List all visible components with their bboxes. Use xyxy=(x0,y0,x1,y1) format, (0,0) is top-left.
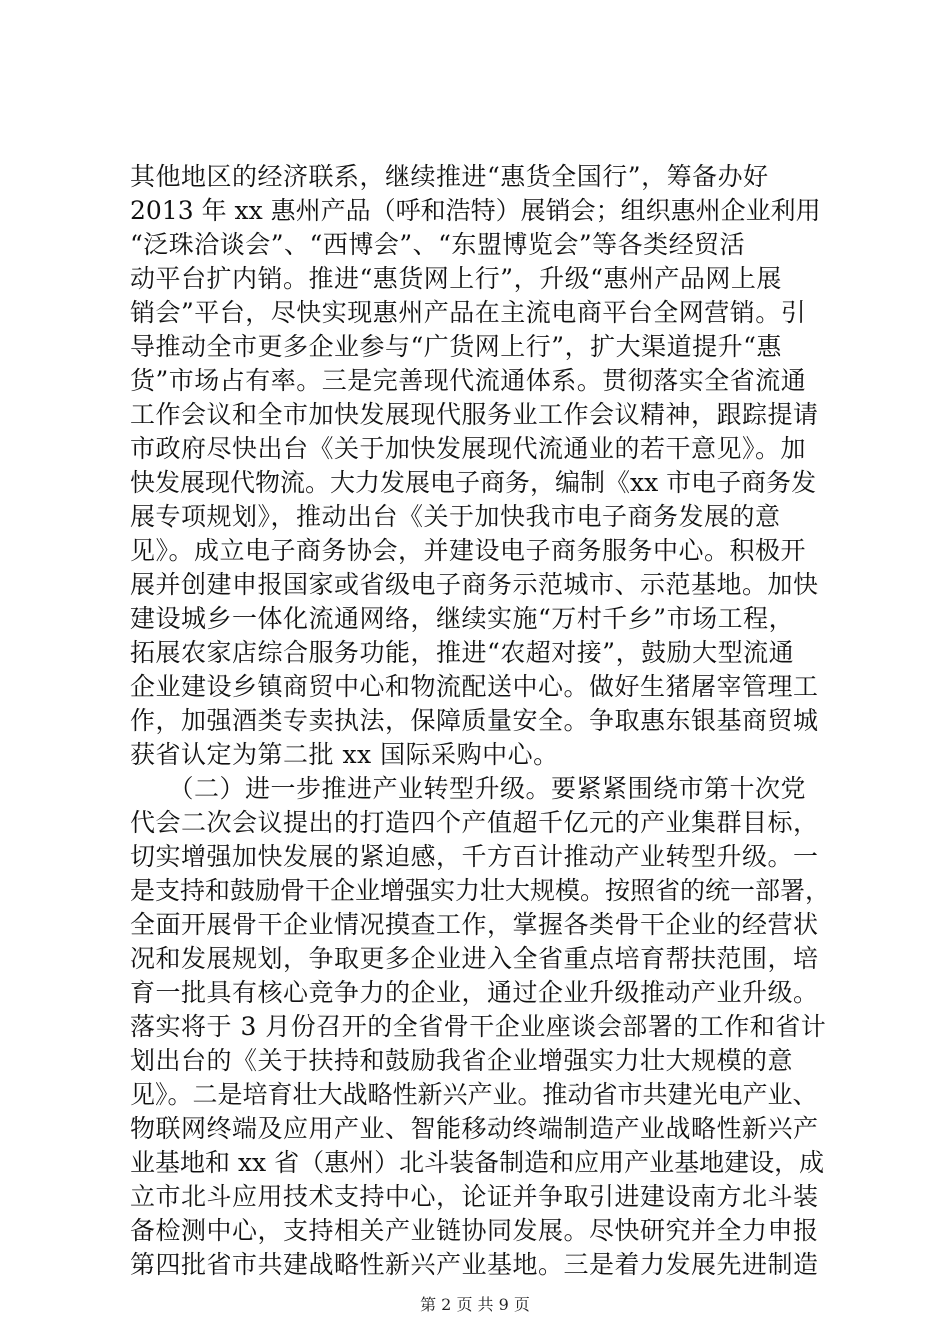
text-line: 业基地和 xx 省（惠州）北斗装备制造和应用产业基地建设，成 xyxy=(130,1148,825,1177)
text-line: 导推动全市更多企业参与“广货网上行”，扩大渠道提升“惠 xyxy=(130,332,782,361)
page-number-footer: 第 2 页 共 9 页 xyxy=(420,1295,530,1314)
text-line: 货”市场占有率。三是完善现代流通体系。贯彻落实全省流通 xyxy=(130,366,807,395)
text-line: 获省认定为第二批 xx 国际采购中心。 xyxy=(130,740,559,769)
text-line: 作，加强酒类专卖执法，保障质量安全。争取惠东银基商贸城 xyxy=(130,706,819,735)
text-line: 动平台扩内销。推进“惠货网上行”，升级“惠州产品网上展 xyxy=(130,264,782,293)
text-line: 拓展农家店综合服务功能，推进“农超对接”，鼓励大型流通 xyxy=(130,638,795,667)
text-line: 销会”平台，尽快实现惠州产品在主流电商平台全网营销。引 xyxy=(130,298,807,327)
text-line: 是支持和鼓励骨干企业增强实力壮大规模。按照省的统一部署， xyxy=(130,876,831,905)
text-line: 切实增强加快发展的紧迫感，千方百计推动产业转型升级。一 xyxy=(130,842,819,871)
text-line: 全面开展骨干企业情况摸查工作，掌握各类骨干企业的经营状 xyxy=(130,910,819,939)
text-line: 市政府尽快出台《关于加快发展现代流通业的若干意见》。加 xyxy=(130,434,807,463)
text-line: 况和发展规划，争取更多企业进入全省重点培育帮扶范围，培 xyxy=(130,944,819,973)
text-line: 展并创建申报国家或省级电子商务示范城市、示范基地。加快 xyxy=(130,570,819,599)
text-line: 其他地区的经济联系，继续推进“惠货全国行”，筹备办好 xyxy=(130,162,769,191)
paragraph-start-line: （二）进一步推进产业转型升级。要紧紧围绕市第十次党 xyxy=(130,774,807,803)
text-line: 代会二次会议提出的打造四个产值超千亿元的产业集群目标， xyxy=(130,808,819,837)
text-line: 建设城乡一体化流通网络，继续实施“万村千乡”市场工程， xyxy=(130,604,795,633)
text-line: 见》。成立电子商务协会，并建设电子商务服务中心。积极开 xyxy=(130,536,807,565)
text-line: 见》。二是培育壮大战略性新兴产业。推动省市共建光电产业、 xyxy=(130,1080,818,1109)
text-line: 落实将于 3 月份召开的全省骨干企业座谈会部署的工作和省计 xyxy=(130,1012,827,1041)
text-line: 育一批具有核心竞争力的企业，通过企业升级推动产业升级。 xyxy=(130,978,819,1007)
text-line: 立市北斗应用技术支持中心，论证并争取引进建设南方北斗装 xyxy=(130,1182,819,1211)
text-line: 第四批省市共建战略性新兴产业基地。三是着力发展先进制造 xyxy=(130,1250,819,1279)
body-text xyxy=(130,160,830,1282)
text-line: 工作会议和全市加快发展现代服务业工作会议精神，跟踪提请 xyxy=(130,400,819,429)
text-line: 备检测中心，支持相关产业链协同发展。尽快研究并全力申报 xyxy=(130,1216,819,1245)
text-line: 企业建设乡镇商贸中心和物流配送中心。做好生猪屠宰管理工 xyxy=(130,672,819,701)
text-line: “泛珠洽谈会”、“西博会”、“东盟博览会”等各类经贸活 xyxy=(130,230,746,259)
text-line: 划出台的《关于扶持和鼓励我省企业增强实力壮大规模的意 xyxy=(130,1046,794,1075)
text-line: 快发展现代物流。大力发展电子商务，编制《xx 市电子商务发 xyxy=(130,468,817,497)
text-line: 物联网终端及应用产业、智能移动终端制造产业战略性新兴产 xyxy=(130,1114,819,1143)
text-line: 2013 年 xx 惠州产品（呼和浩特）展销会；组织惠州企业利用 xyxy=(130,196,821,225)
text-line: 展专项规划》，推动出台《关于加快我市电子商务发展的意 xyxy=(130,502,781,531)
